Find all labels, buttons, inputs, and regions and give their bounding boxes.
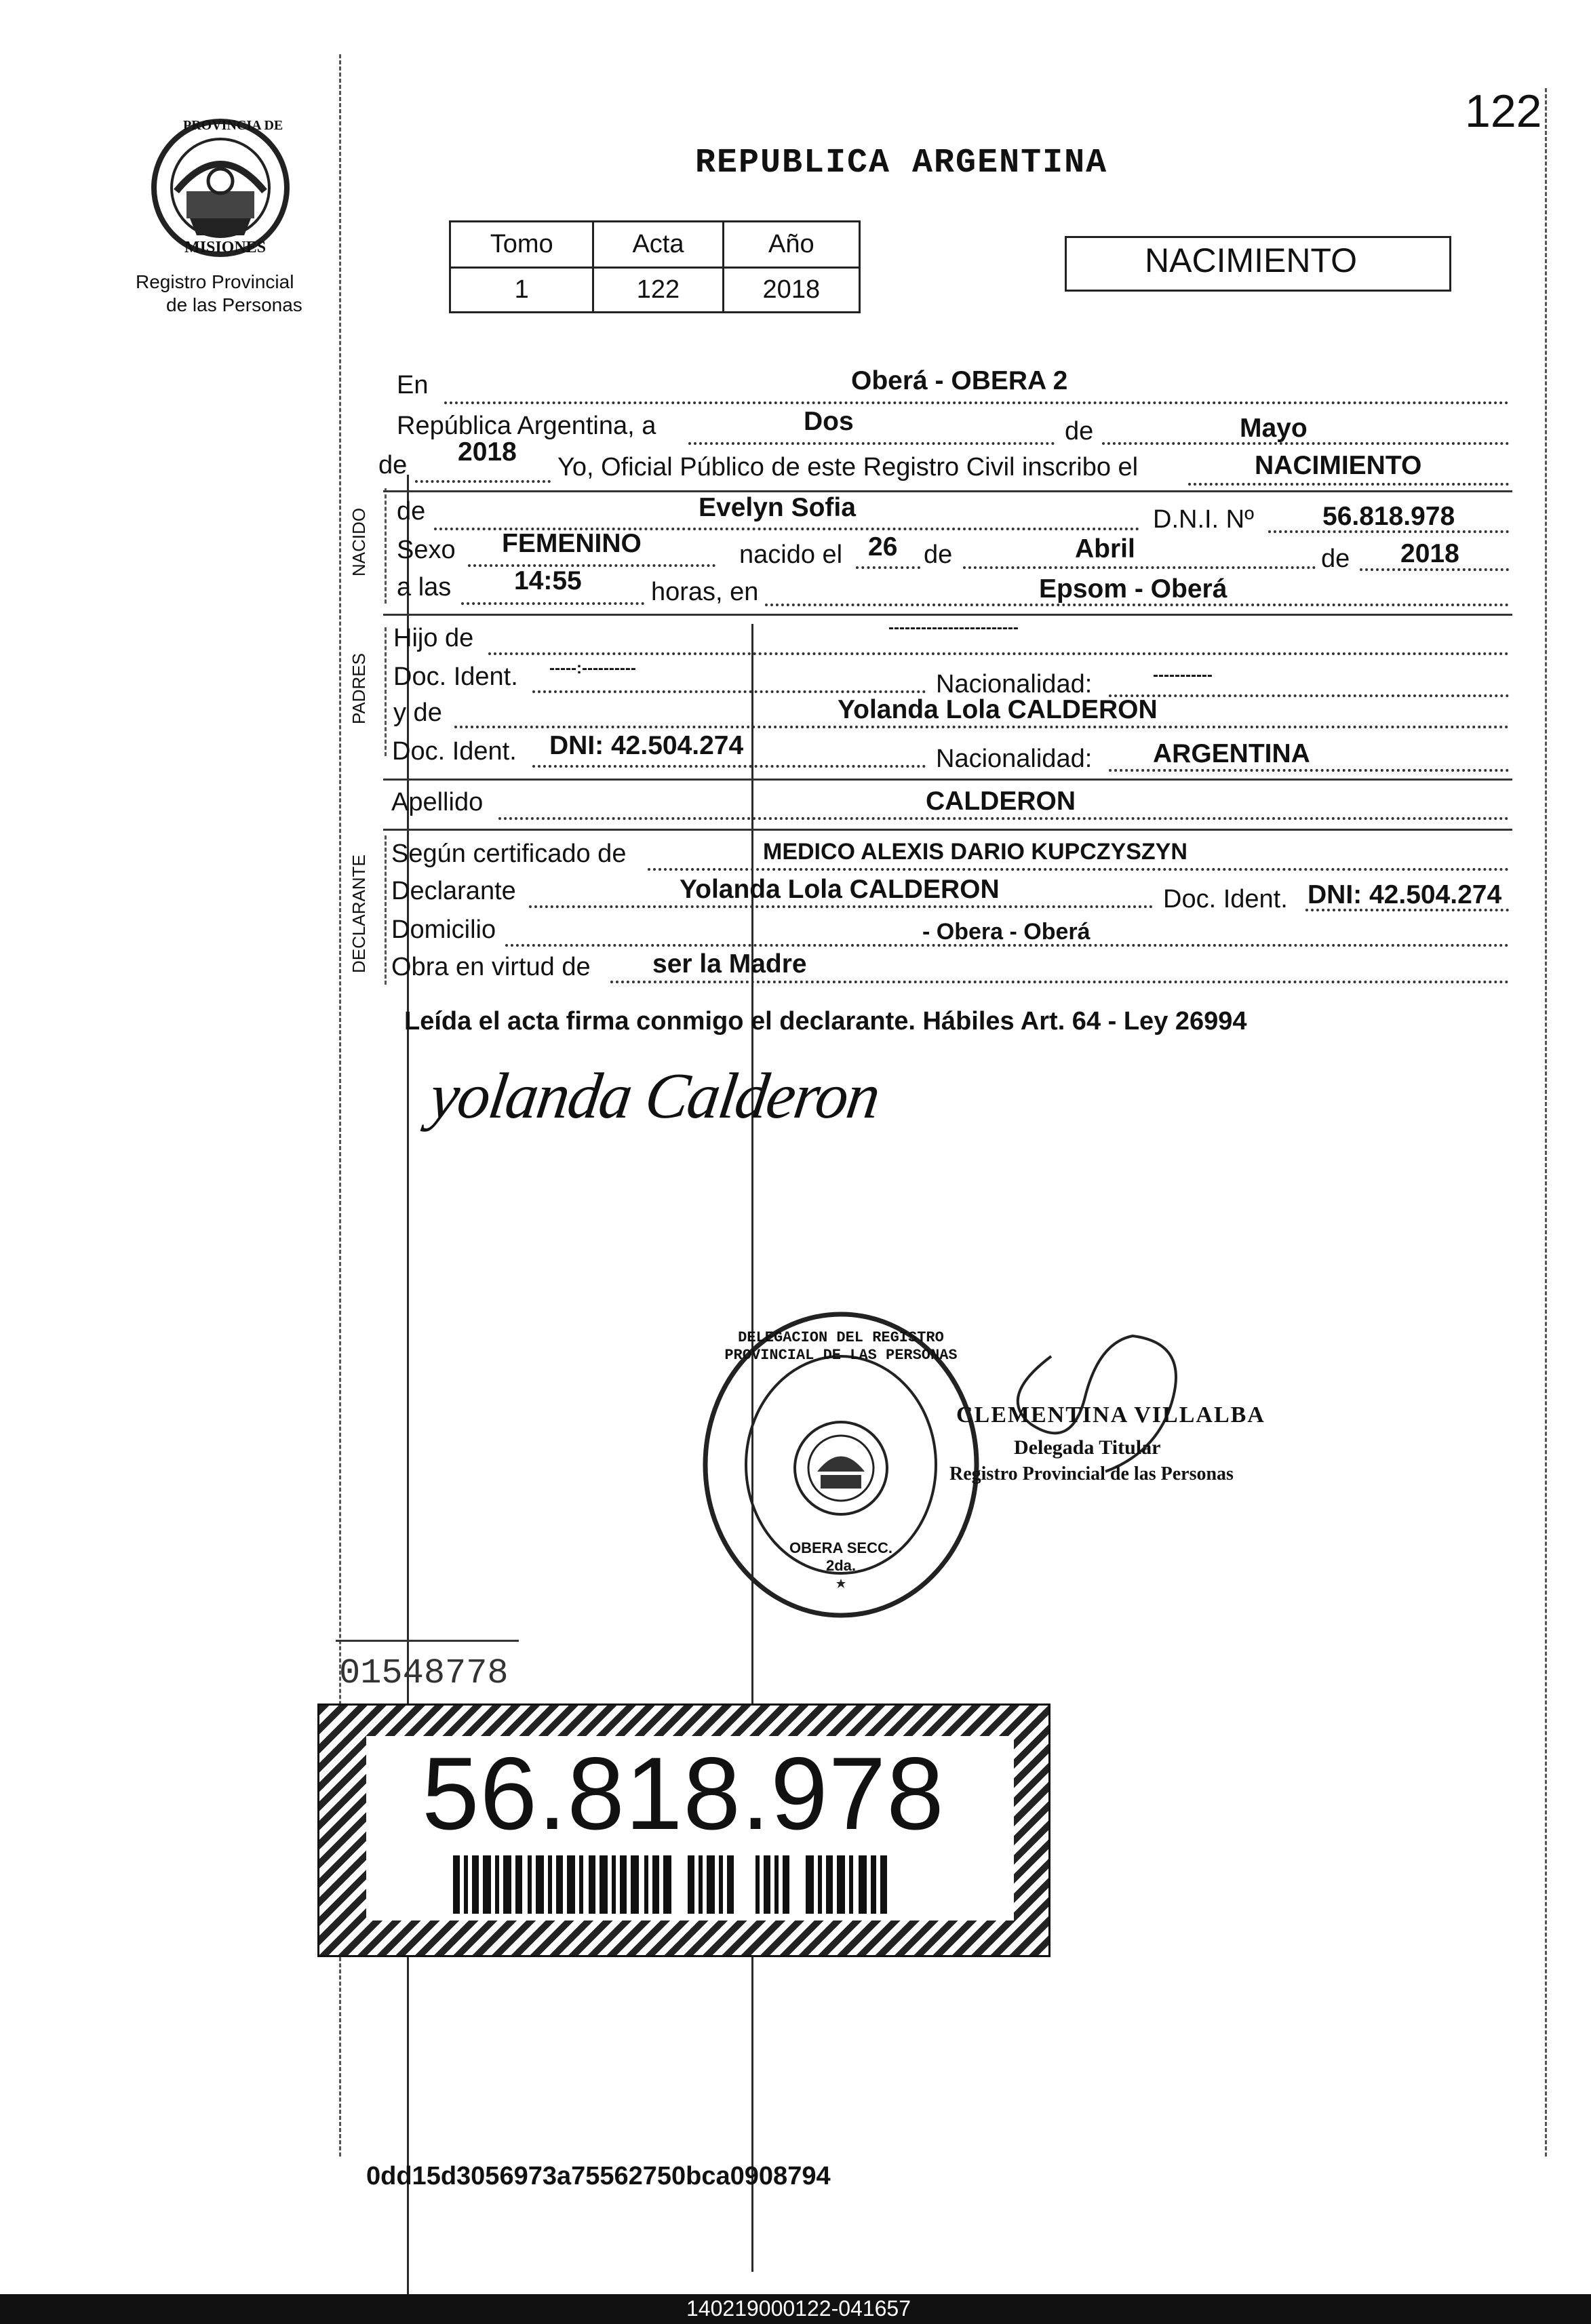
register-header-anio: Año bbox=[723, 222, 859, 268]
register-header-tomo: Tomo bbox=[450, 222, 593, 268]
time-value: 14:55 bbox=[514, 566, 582, 595]
oficial-text: Yo, Oficial Público de este Registro Civil inscribo el bbox=[557, 453, 1139, 481]
dni-label: D.N.I. Nº bbox=[1153, 505, 1254, 534]
section-line-padres bbox=[385, 627, 387, 756]
en-label: En bbox=[397, 371, 429, 399]
birth-day-value: 26 bbox=[868, 532, 898, 562]
apellido-label: Apellido bbox=[391, 788, 484, 816]
dots bbox=[468, 564, 715, 567]
sex-value: FEMENINO bbox=[502, 529, 642, 558]
de-label: de bbox=[378, 451, 408, 479]
event-value: NACIMIENTO bbox=[1255, 451, 1422, 480]
name-value: Evelyn Sofia bbox=[699, 493, 856, 522]
stamp-ring-text: DELEGACION DEL REGISTRO PROVINCIAL DE LAS PERSONAS bbox=[724, 1329, 958, 1364]
section-line-nacido bbox=[385, 488, 387, 604]
mother-nat-value: ARGENTINA bbox=[1153, 739, 1310, 768]
year-value: 2018 bbox=[458, 437, 517, 467]
dots bbox=[688, 442, 1055, 445]
dots bbox=[454, 726, 1509, 728]
dots bbox=[1109, 694, 1509, 697]
hijo-label: Hijo de bbox=[393, 624, 474, 652]
footer-code: 140219000122-041657 bbox=[686, 2296, 911, 2321]
side-label-padres: PADRES bbox=[349, 653, 369, 724]
dots bbox=[856, 566, 920, 569]
register-header-acta: Acta bbox=[593, 222, 723, 268]
dots bbox=[610, 981, 1509, 983]
father-nat-value: ----------- bbox=[1153, 666, 1213, 684]
dni-barcode bbox=[453, 1855, 887, 1914]
declarante-label: Declarante bbox=[391, 877, 516, 905]
side-label-nacido: NACIDO bbox=[349, 507, 369, 576]
de-label: de bbox=[924, 540, 953, 569]
dots bbox=[532, 765, 926, 768]
birth-place-value: Epsom - Oberá bbox=[1039, 574, 1227, 604]
section-line-declarante bbox=[385, 835, 387, 985]
declarante-doc-label: Doc. Ident. bbox=[1163, 885, 1288, 913]
domicilio-value: - Obera - Oberá bbox=[922, 919, 1091, 945]
father-doc-value: -----:---------- bbox=[549, 659, 636, 677]
cert-label: Según certificado de bbox=[391, 840, 627, 868]
serial-underline bbox=[336, 1640, 519, 1642]
domicilio-label: Domicilio bbox=[391, 915, 496, 944]
dots bbox=[529, 905, 1153, 908]
side-label-declarante: DECLARANTE bbox=[349, 854, 369, 973]
record-type-label: NACIMIENTO bbox=[1145, 241, 1357, 279]
official-org: Registro Provincial de las Personas bbox=[949, 1463, 1234, 1484]
dots bbox=[963, 566, 1316, 569]
father-doc-label: Doc. Ident. bbox=[393, 663, 518, 691]
dni-big-number: 56.818.978 bbox=[422, 1736, 945, 1851]
seal-bottom-text: MISIONES bbox=[184, 239, 267, 256]
dots bbox=[498, 817, 1509, 820]
de-label: de bbox=[1321, 545, 1350, 573]
mother-nac-label: Nacionalidad: bbox=[936, 745, 1093, 773]
obra-value: ser la Madre bbox=[652, 949, 807, 979]
official-signature bbox=[970, 1316, 1214, 1485]
apellido-value: CALDERON bbox=[926, 787, 1076, 816]
document-hash: 0dd15d3056973a75562750bca0908794 bbox=[366, 2162, 831, 2190]
birth-month-value: Abril bbox=[1075, 534, 1135, 564]
father-name-value: ------------------------ bbox=[888, 618, 1019, 637]
page-number: 122 bbox=[1465, 85, 1542, 137]
mother-doc-value: DNI: 42.504.274 bbox=[549, 731, 744, 760]
register-value-tomo: 1 bbox=[450, 268, 593, 313]
stamp-inner-text: OBERA SECC. 2da. bbox=[789, 1539, 892, 1574]
declarant-signature: yolanda Calderon bbox=[425, 1059, 884, 1132]
dots bbox=[444, 401, 1509, 404]
dots bbox=[1188, 483, 1509, 486]
org-name-line1: Registro Provincial bbox=[136, 271, 294, 292]
nacido-label: nacido el bbox=[739, 540, 843, 569]
declarante-doc-value: DNI: 42.504.274 bbox=[1308, 880, 1502, 909]
place-value: Oberá - OBERA 2 bbox=[851, 366, 1068, 395]
register-value-anio: 2018 bbox=[723, 268, 859, 313]
day-value: Dos bbox=[804, 407, 854, 436]
divider bbox=[383, 829, 1512, 831]
register-table bbox=[449, 220, 861, 313]
dots bbox=[1109, 769, 1509, 772]
right-margin-line bbox=[1545, 88, 1547, 2156]
register-value-acta: 122 bbox=[593, 268, 723, 313]
official-stamp bbox=[699, 1309, 983, 1621]
divider bbox=[383, 614, 1512, 616]
declarante-name-value: Yolanda Lola CALDERON bbox=[680, 875, 1000, 904]
province-seal bbox=[149, 117, 292, 262]
sexo-label: Sexo bbox=[397, 536, 456, 564]
country-title: REPUBLICA ARGENTINA bbox=[695, 144, 1108, 182]
republica-label: República Argentina, a bbox=[397, 412, 656, 440]
horas-label: horas, en bbox=[651, 578, 759, 606]
a-las-label: a las bbox=[397, 573, 452, 602]
seal-top-text: PROVINCIA DE bbox=[183, 118, 283, 133]
de-label: de bbox=[1065, 417, 1094, 446]
dots bbox=[415, 480, 551, 483]
dni-value: 56.818.978 bbox=[1322, 502, 1455, 531]
official-name: CLEMENTINA VILLALBA bbox=[956, 1402, 1265, 1427]
dots bbox=[648, 868, 1509, 871]
dots bbox=[532, 690, 926, 693]
obra-label: Obra en virtud de bbox=[391, 953, 591, 981]
birth-year-value: 2018 bbox=[1400, 539, 1459, 568]
dots bbox=[488, 652, 1509, 655]
mother-name-value: Yolanda Lola CALDERON bbox=[838, 695, 1158, 724]
dots bbox=[461, 602, 644, 605]
cert-value: MEDICO ALEXIS DARIO KUPCZYSZYN bbox=[763, 839, 1187, 865]
closing-text: Leída el acta firma conmigo el declarante. Hábiles Art. 64 - Ley 26994 bbox=[404, 1007, 1247, 1036]
official-title: Delegada Titular bbox=[1014, 1436, 1161, 1459]
org-name-line2: de las Personas bbox=[166, 294, 302, 315]
serial-number: 01548778 bbox=[339, 1653, 509, 1693]
month-value: Mayo bbox=[1240, 414, 1308, 443]
de-label: de bbox=[397, 497, 426, 526]
mother-doc-label: Doc. Ident. bbox=[392, 737, 517, 766]
y-de-label: y de bbox=[393, 698, 442, 727]
divider bbox=[383, 779, 1512, 781]
father-nac-label: Nacionalidad: bbox=[936, 670, 1093, 698]
divider bbox=[383, 490, 1512, 492]
